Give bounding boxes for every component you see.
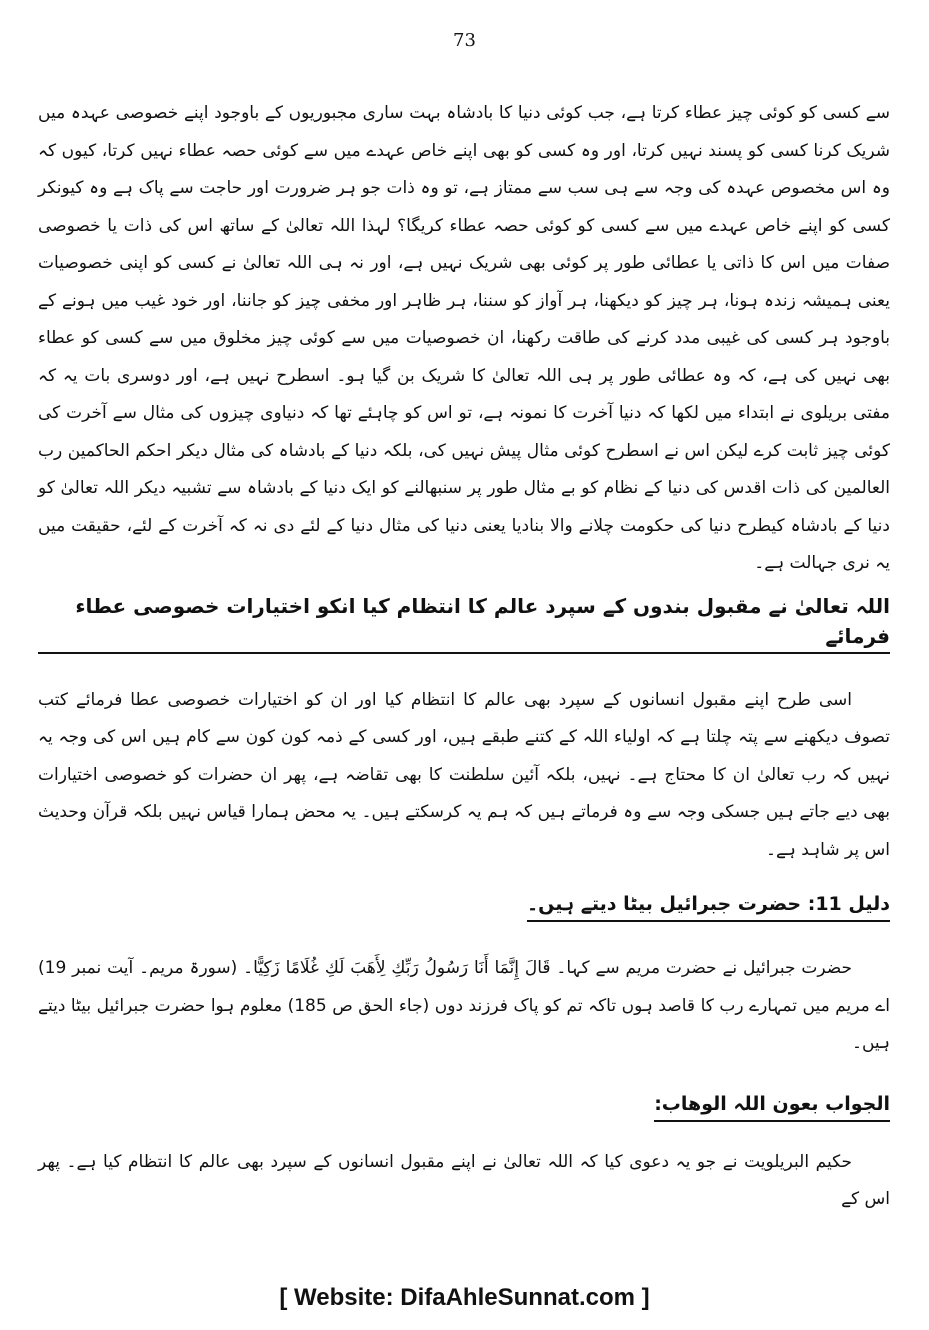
section-heading-2: دلیل 11: حضرت جبرائیل بیٹا دیتے ہیں۔ bbox=[527, 889, 890, 922]
website-footer: [ Website: DifaAhleSunnat.com ] bbox=[279, 1284, 650, 1311]
section-heading-1-container bbox=[38, 591, 890, 654]
paragraph-1: سے کسی کو کوئی چیز عطاء کرتا ہے، جب کوئی دنیا کا بادشاہ بہت ساری مجبوریوں کے باوجود اپنے خصوصی عہدہ میں شریک کرنا کسی کو پسند نہیں کرتا، اور وہ کسی کو بھی اپنے خاص عہدے میں سے کوئی حصہ عطاء نہیں کرتا، کیوں کہ وہ اس مخصوص عہدہ کی وجہ سے ہی سب سے ممتاز ہے، تو وہ ذات جو ہر ضرورت اور حاجت سے پاک ہے وہ کیونکر کسی کو اپنے خاص عہدے میں سے کسی کو کوئی حصہ عطاء کریگا؟ لہذا اللہ تعالیٰ کے ساتھ اس کی ذات یا خصوصی صفات میں اس کا ذاتی یا عطائی طور پر کوئی بھی شریک نہیں ہے، اور نہ ہی اللہ تعالیٰ نے کسی کو اپنی خصوصیات یعنی ہمیشہ زندہ ہونا، ہر چیز کو دیکھنا، ہر آواز کو سننا، ہر ظاہر اور مخفی چیز کو جاننا، اور خود غیب میں ہونے کے باوجود ہر کسی کی غیبی مدد کرنے کی طاقت رکھنا، ان خصوصیات میں سے کوئی چیز مخلوق میں سے کسی کو عطاء بھی نہیں کی ہے، کہ وہ عطائی طور پر ہی اللہ تعالیٰ کا شریک بن گیا ہو۔ اسطرح نہیں ہے، اور دوسری بات یہ کہ مفتی بریلوی نے ابتداء میں لکھا کہ دنیا آخرت کا نمونہ ہے، تو اس کو چاہئے تھا کہ دنیاوی چیزوں کی مثال سے آخرت کی کوئی چیز ثابت کرے لیکن اس نے اسطرح کوئی مثال پیش نہیں کی، بلکہ دنیا کے بادشاہ کی مثال دیکر احکم الحاکمین رب العالمین کی ذات اقدس کی دنیا کے نظام کو بے مثال طور پر سنبھالنے کو ایک دنیا کے بادشاہ سے تشبیہ دیکر اللہ تعالیٰ کو دنیا کے بادشاہ کیطرح دنیا کی حکومت چلانے والا بنادیا یعنی دنیا کی مثال دنیا کے لئے دی نہ کہ آخرت کے لئے، حقیقت میں یہ نری جہالت ہے۔ bbox=[38, 103, 890, 573]
page-body bbox=[38, 95, 890, 1219]
paragraph-3: حضرت جبرائیل نے حضرت مریم سے کہا۔ قَالَ إِنَّمَا أَنَا رَسُولُ رَبِّكِ لِأَهَبَ لَكِ غُلَامًا زَكِيًّا۔ (سورۃ مریم۔ آیت نمبر 19) اے مریم میں تمہارے رب کا قاصد ہوں تاکہ تم کو پاک فرزند دوں (جاء الحق ص 185) معلوم ہوا حضرت جبرائیل بیٹا دیتے ہیں۔ bbox=[38, 958, 890, 1053]
section-heading-3-container bbox=[38, 1089, 890, 1122]
page-number: 73 bbox=[453, 30, 476, 51]
section-heading-3: الجواب بعون اللہ الوھاب: bbox=[654, 1089, 890, 1122]
paragraph-2: اسی طرح اپنے مقبول انسانوں کے سپرد بھی عالم کا انتظام کیا اور ان کو اختیارات خصوصی عطا فرمائے کتب تصوف دیکھنے سے پتہ چلتا ہے کہ اولیاء اللہ کے کتنے طبقے ہیں، اور کسی کے ذمہ کون کون سے کام ہیں اس کی وجہ یہ نہیں کہ رب تعالیٰ ان کا محتاج ہے۔ نہیں، بلکہ آئین سلطنت کا بھی تقاضہ ہے، پھر ان حضرات کو خصوصی اختیارات بھی دیے جاتے ہیں جسکی وجہ سے وہ فرماتے ہیں کہ ہم یہ کرسکتے ہیں۔ یہ محض ہمارا قیاس نہیں بلکہ قرآن وحدیث اس پر شاہد ہے۔ bbox=[38, 689, 890, 860]
section-heading-2-container bbox=[38, 889, 890, 922]
section-heading-1: اللہ تعالیٰ نے مقبول بندوں کے سپرد عالم کا انتظام کیا انکو اختیارات خصوصی عطاء فرمائے bbox=[38, 591, 890, 654]
paragraph-4: حکیم البریلویت نے جو یہ دعوی کیا کہ اللہ تعالیٰ نے اپنے مقبول انسانوں کے سپرد بھی عالم کا انتظام کیا ہے۔ پھر اس کے bbox=[38, 1151, 890, 1209]
